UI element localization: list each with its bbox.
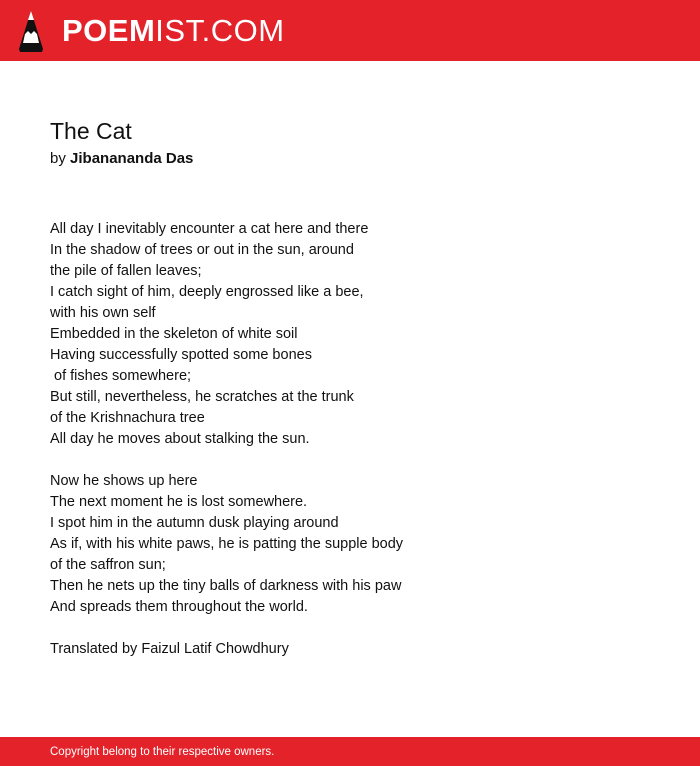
poem-line: All day he moves about stalking the sun.: [50, 431, 310, 447]
copyright-text: Copyright belong to their respective owners.: [50, 746, 275, 758]
poem-line: Having successfully spotted some bones: [50, 347, 312, 363]
poem-line: Translated by Faizul Latif Chowdhury: [50, 641, 289, 657]
poem-byline: [50, 148, 193, 169]
site-header: [0, 0, 700, 61]
poem-line: As if, with his white paws, he is patting the supple body: [50, 536, 404, 552]
stanza-break: [50, 618, 670, 639]
poem-line: And spreads them throughout the world.: [50, 599, 308, 615]
poem-line: Then he nets up the tiny balls of darkness with his paw: [50, 578, 402, 594]
poem-line: But still, nevertheless, he scratches at the trunk: [50, 389, 354, 405]
poem-line: Now he shows up here: [50, 473, 198, 489]
logo-bold-text: POEM: [62, 13, 156, 48]
poem-line: Embedded in the skeleton of white soil: [50, 326, 298, 342]
poem-line: I spot him in the autumn dusk playing around: [50, 515, 339, 531]
poem-line: In the shadow of trees or out in the sun, around: [50, 242, 354, 258]
site-footer: [0, 737, 700, 766]
poem-body: [50, 219, 670, 660]
poem-line: of the Krishnachura tree: [50, 410, 205, 426]
poem-line: All day I inevitably encounter a cat here and there: [50, 221, 369, 237]
author-name: Jibanananda Das: [70, 150, 194, 167]
pencil-tip-icon[interactable]: [18, 10, 44, 52]
stanza-break: [50, 450, 670, 471]
poem-line: the pile of fallen leaves;: [50, 263, 202, 279]
poem-line: of fishes somewhere;: [50, 368, 192, 384]
byline-prefix: by: [50, 150, 66, 167]
poem-line: I catch sight of him, deeply engrossed like a bee,: [50, 284, 364, 300]
poem-line: of the saffron sun;: [50, 557, 166, 573]
poem-title: The Cat: [50, 118, 132, 144]
poem-line: with his own self: [50, 305, 156, 321]
site-logo[interactable]: [62, 13, 285, 49]
poem-line: The next moment he is lost somewhere.: [50, 494, 308, 510]
logo-light-text: IST.COM: [155, 13, 285, 48]
